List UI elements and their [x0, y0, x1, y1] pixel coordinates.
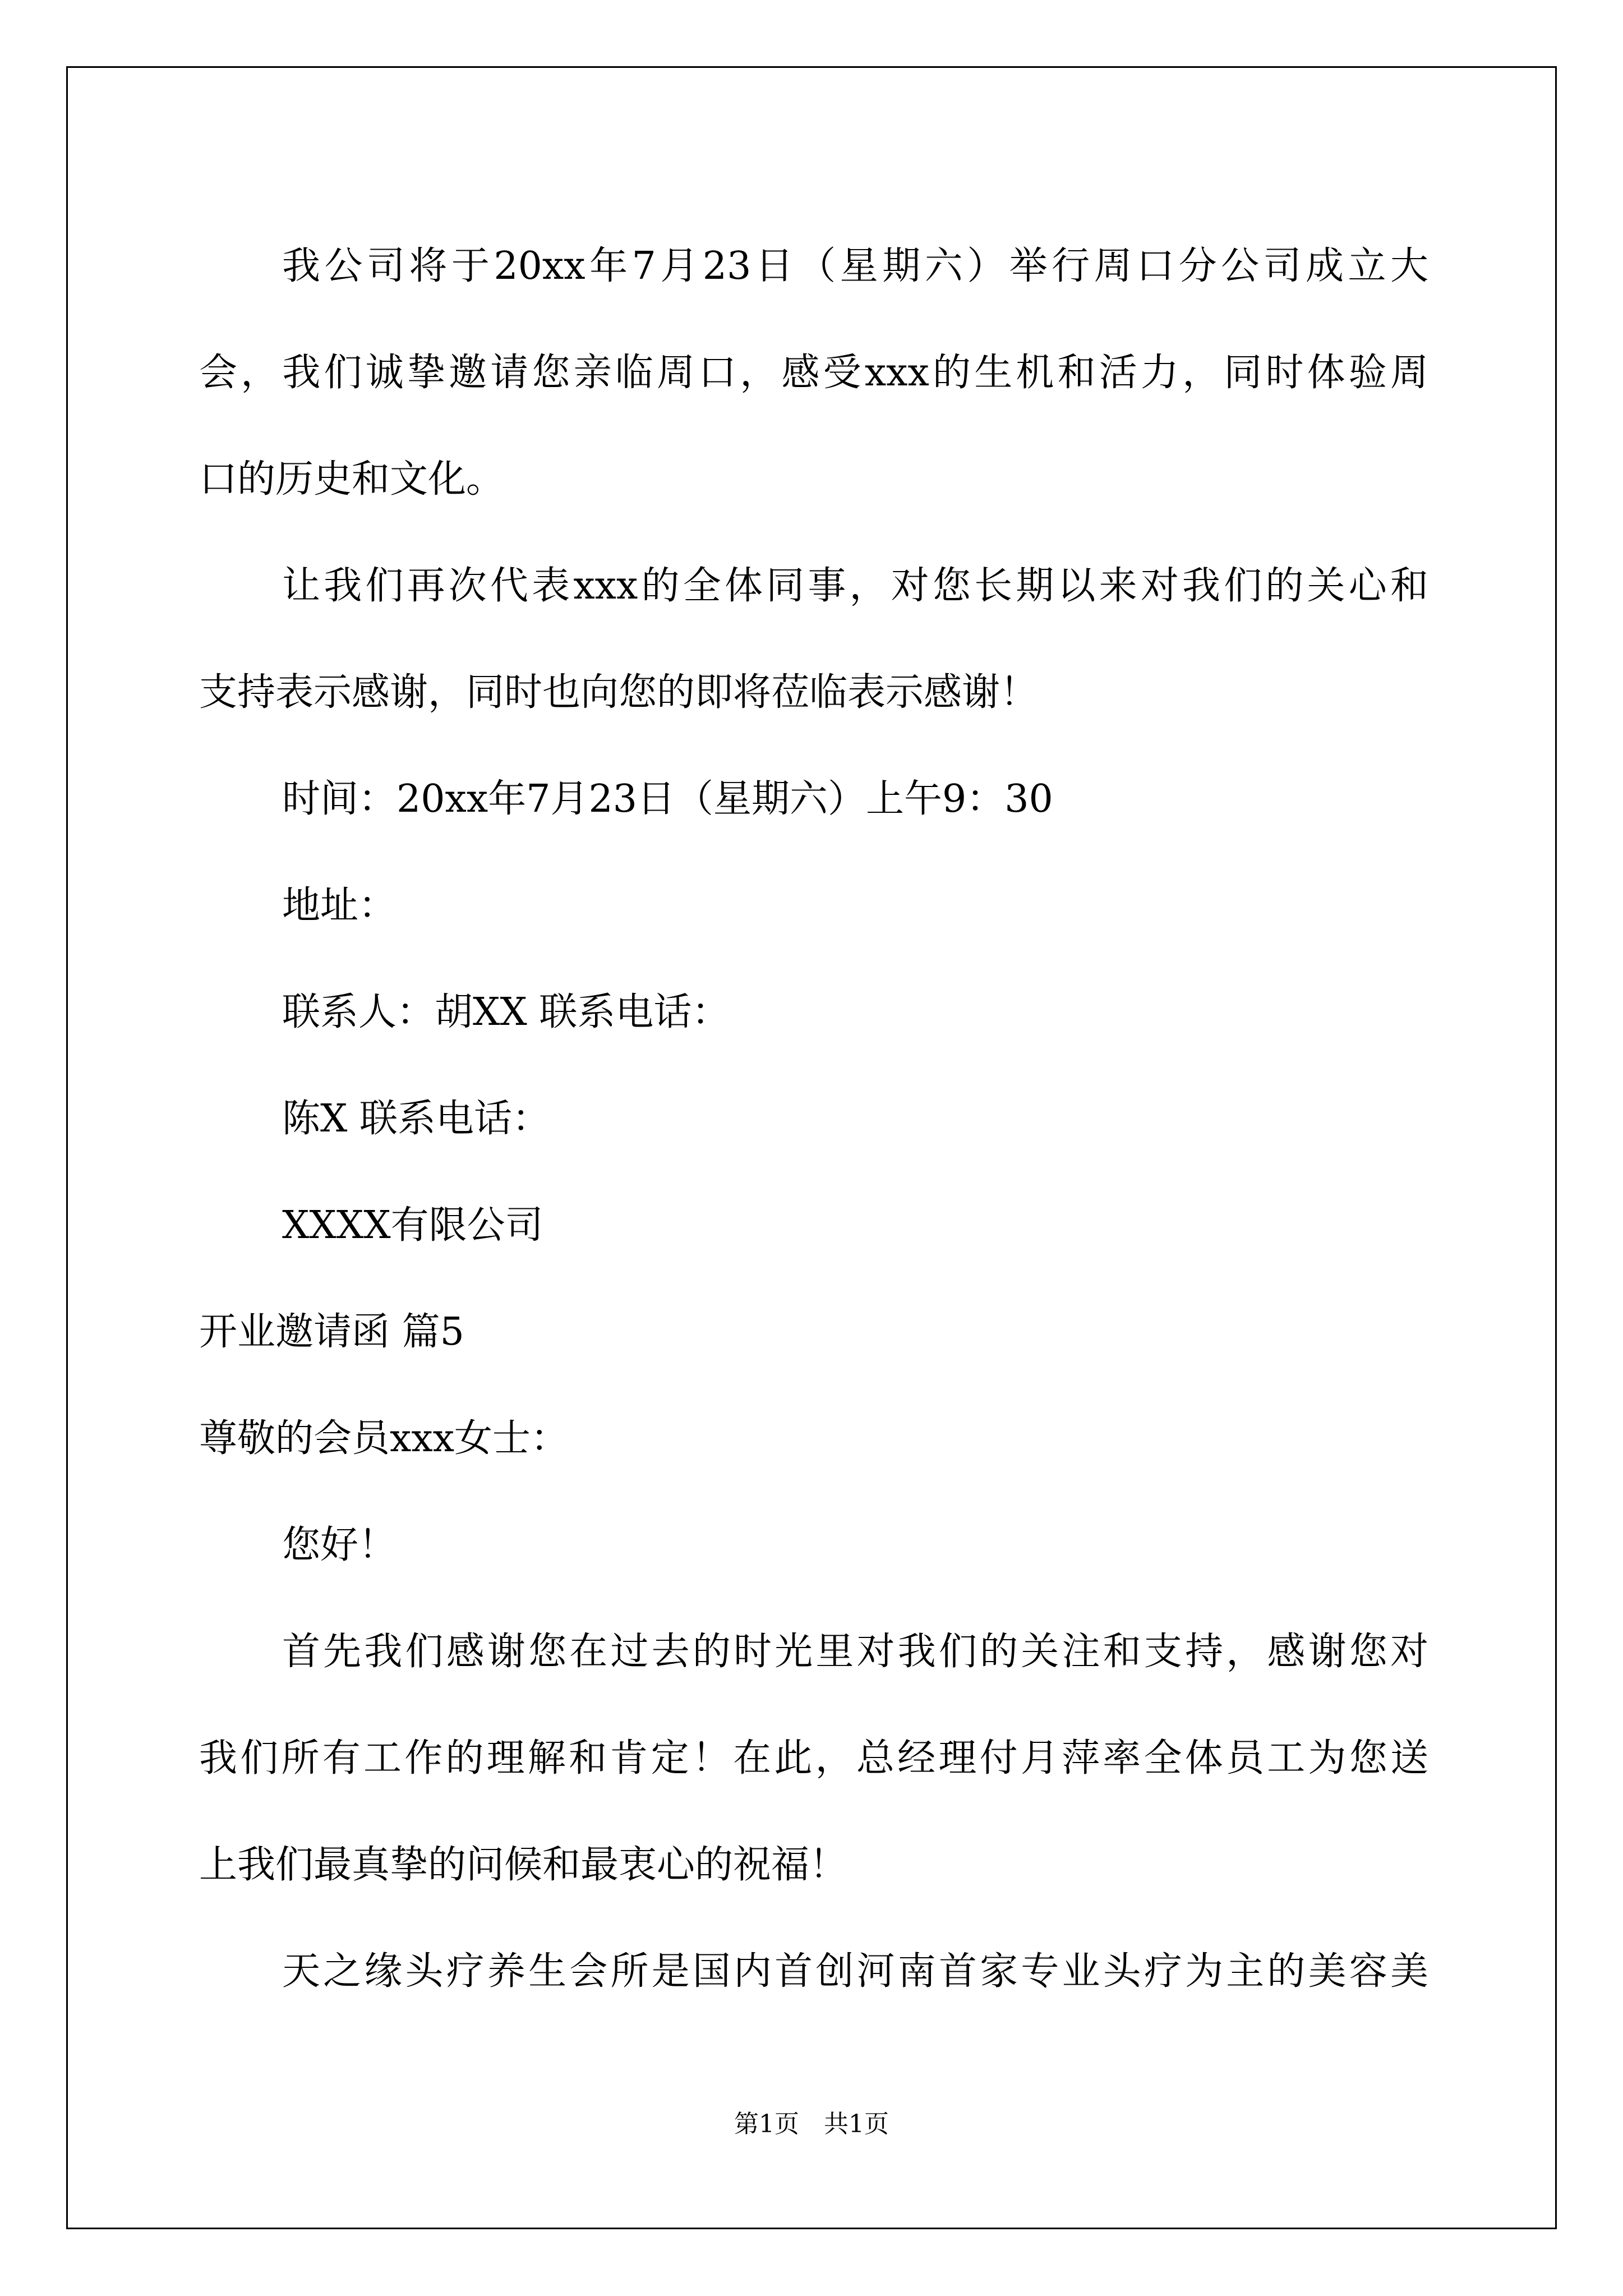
paragraph-line: 我们所有工作的理解和肯定！在此，总经理付月萍率全体员工为您送	[199, 1736, 1428, 1780]
document-body	[199, 213, 1428, 2025]
paragraph-line: 让我们再次代表xxx的全体同事，对您长期以来对我们的关心和	[282, 564, 1428, 608]
section-title: 开业邀请函 篇5	[199, 1310, 464, 1354]
paragraph-line: 支持表示感谢，同时也向您的即将莅临表示感谢！	[199, 670, 1039, 715]
time-line: 时间：20xx年7月23日（星期六）上午9：30	[282, 777, 1053, 821]
paragraph-line: 首先我们感谢您在过去的时光里对我们的关注和支持，感谢您对	[282, 1630, 1428, 1674]
contact-line: 联系人：胡XX 联系电话：	[282, 990, 730, 1034]
salutation: 尊敬的会员xxx女士：	[199, 1416, 569, 1461]
company-name: XXXX有限公司	[282, 1203, 543, 1248]
paragraph-line: 口的历史和文化。	[199, 457, 505, 501]
contact-line: 陈X 联系电话：	[282, 1097, 551, 1141]
greeting: 您好！	[282, 1523, 397, 1567]
paragraph-line: 天之缘头疗养生会所是国内首创河南首家专业头疗为主的美容美	[282, 1949, 1428, 1994]
page-footer: 第1页 共1页	[734, 2110, 889, 2138]
paragraph-line: 会，我们诚挚邀请您亲临周口，感受xxx的生机和活力，同时体验周	[199, 351, 1428, 395]
paragraph-line: 上我们最真挚的问候和最衷心的祝福！	[199, 1843, 848, 1887]
address-line: 地址：	[282, 884, 397, 928]
paragraph-line: 我公司将于20xx年7月23日（星期六）举行周口分公司成立大	[282, 244, 1428, 288]
